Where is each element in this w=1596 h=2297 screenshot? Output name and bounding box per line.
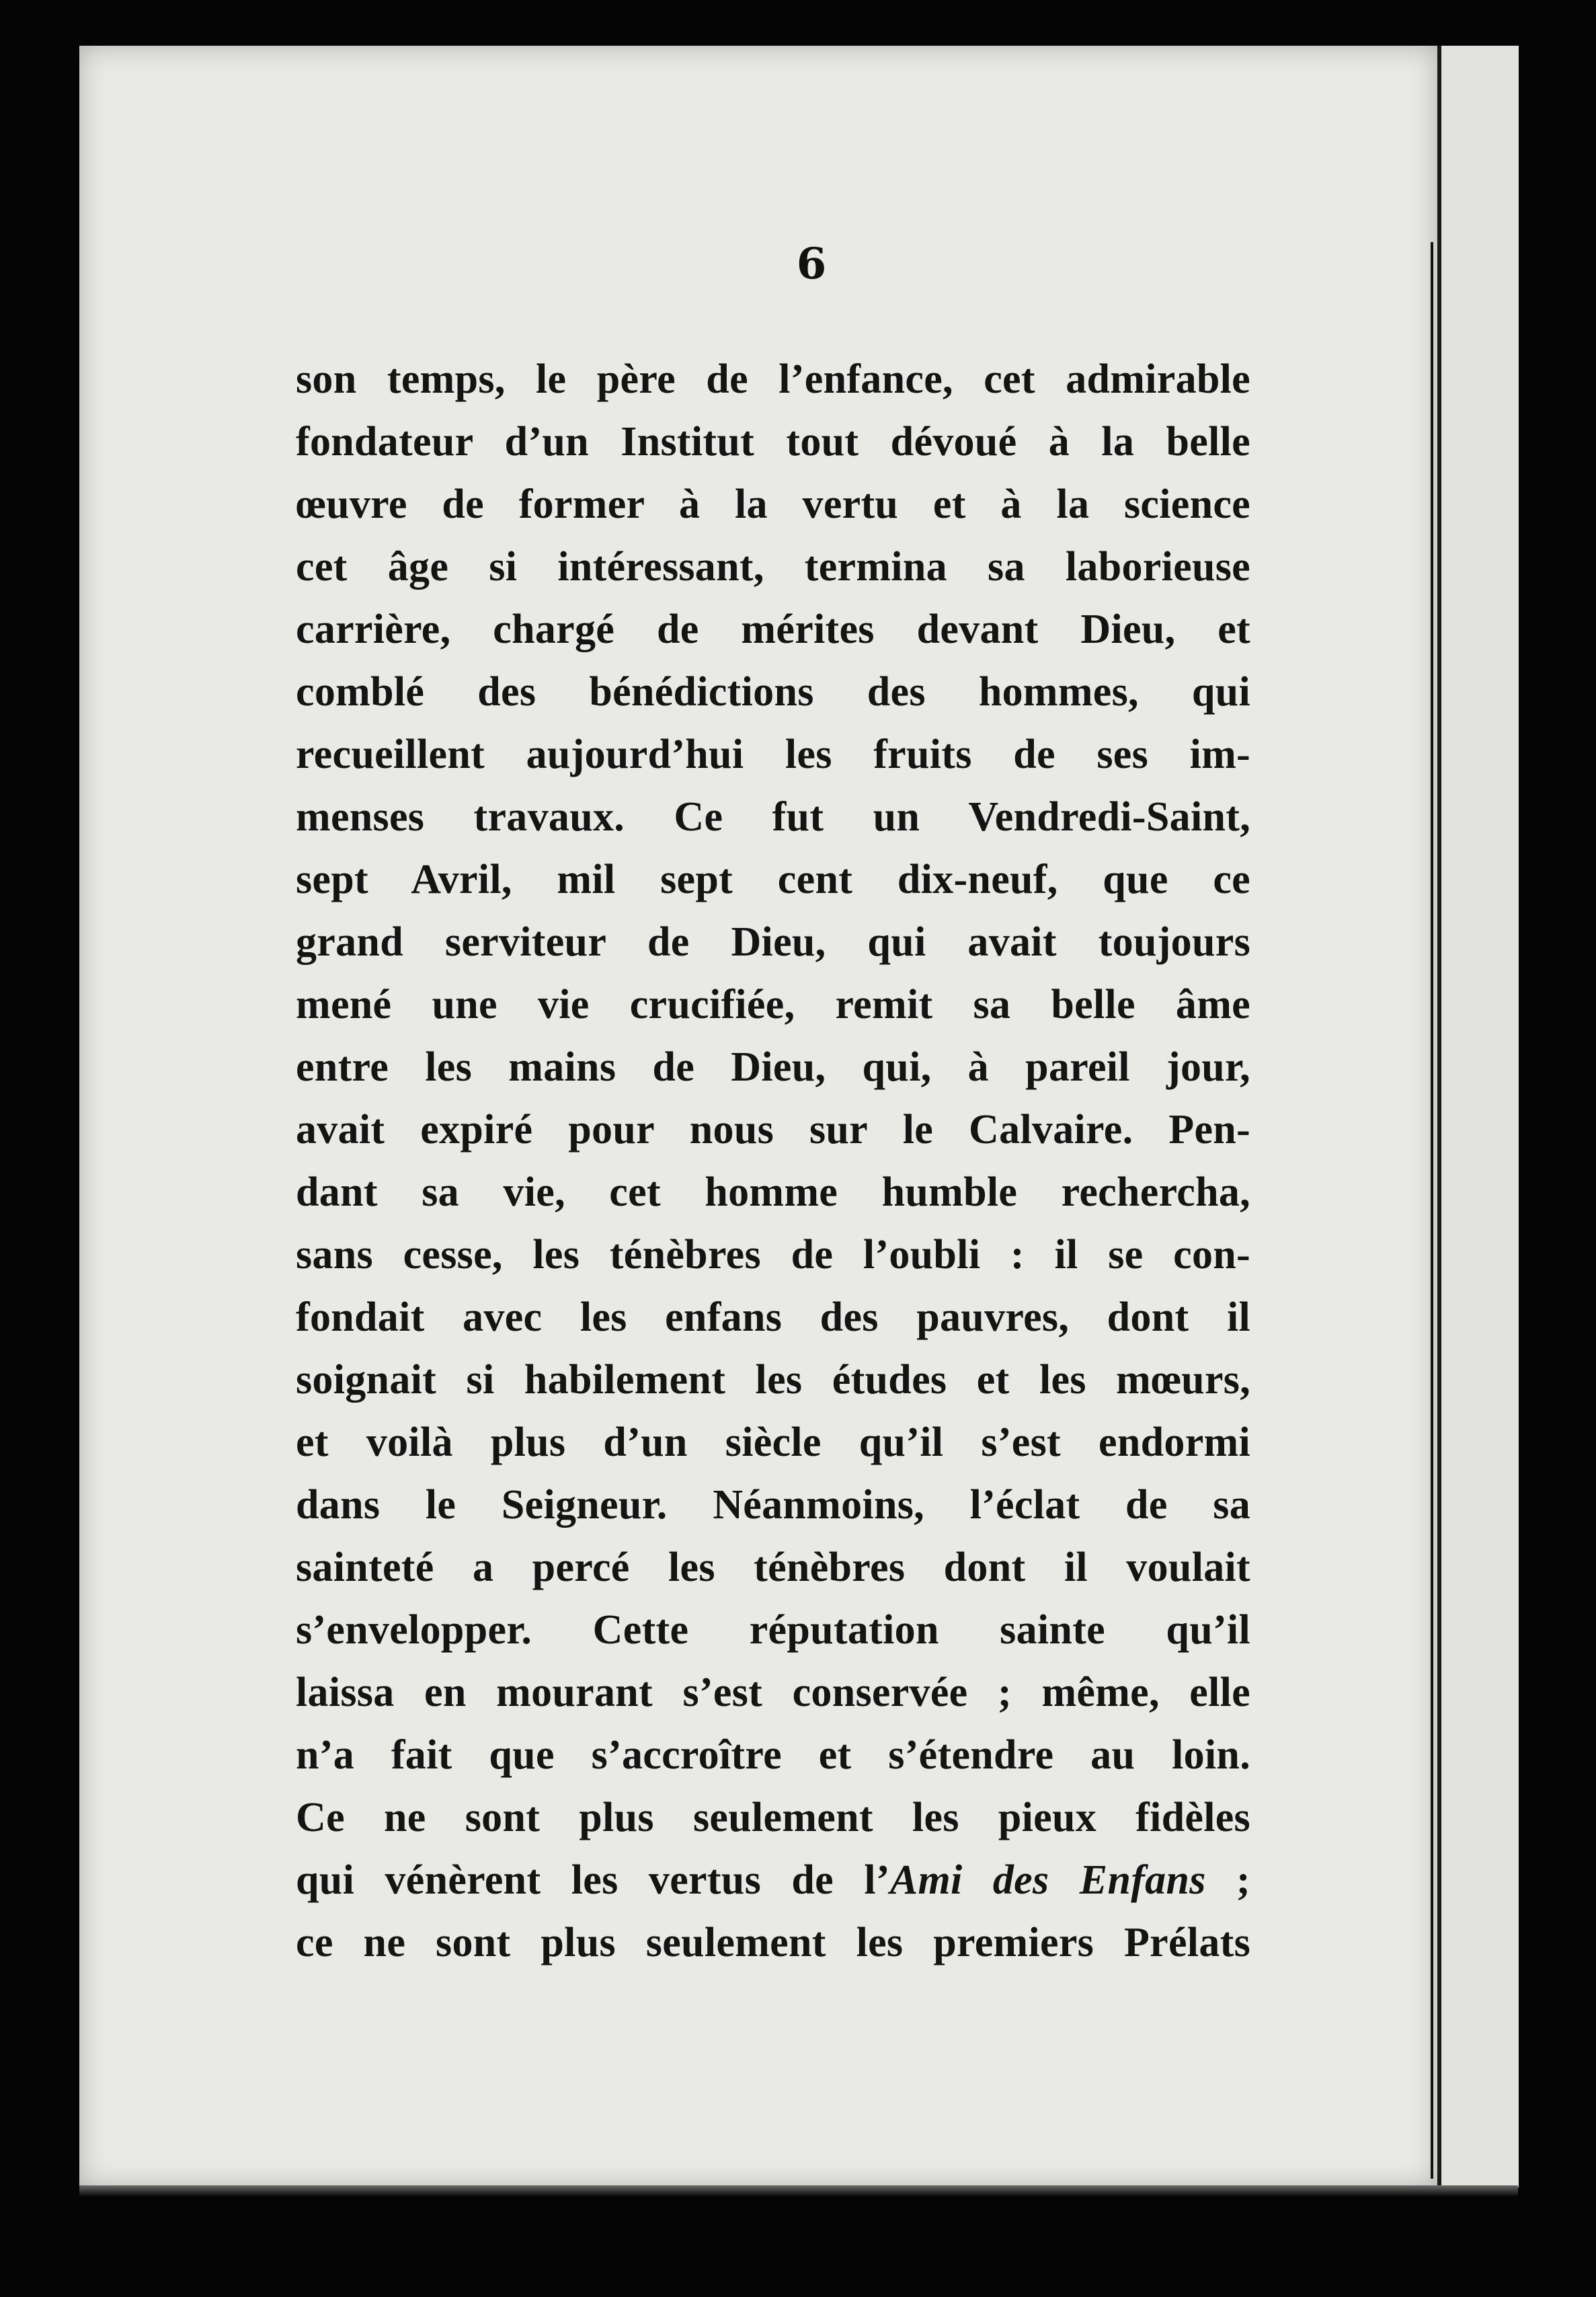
text-line: soignait si habilement les études et les mœurs, (296, 1357, 1250, 1403)
text-line: mené une vie crucifiée, remit sa belle âme (296, 982, 1250, 1027)
text-line: sans cesse, les ténèbres de l’oubli : il se con- (296, 1232, 1250, 1278)
body-text (296, 348, 1250, 1974)
text-segment: ; (1205, 1857, 1250, 1903)
text-line: Ce ne sont plus seulement les pieux fidèles (296, 1795, 1250, 1840)
text-line: comblé des bénédictions des hommes, qui (296, 669, 1250, 715)
text-line: n’a fait que s’accroître et s’étendre au loin. (296, 1732, 1250, 1778)
binding-shadow (1431, 242, 1433, 2179)
text-line: ce ne sont plus seulement les premiers Prélats (296, 1920, 1250, 1965)
text-segment: qui vénèrent les vertus de l’ (296, 1857, 890, 1903)
text-line: dant sa vie, cet homme humble rechercha, (296, 1169, 1250, 1215)
page-number: 6 (796, 239, 827, 289)
text-line: œuvre de former à la vertu et à la science (296, 481, 1250, 527)
adjacent-page-edge (1437, 46, 1519, 2187)
text-line (296, 1849, 1250, 1912)
text-line: dans le Seigneur. Néanmoins, l’éclat de sa (296, 1482, 1250, 1528)
text-line: sept Avril, mil sept cent dix-neuf, que ce (296, 857, 1250, 902)
text-line: carrière, chargé de mérites devant Dieu, et (296, 607, 1250, 652)
page-bottom-shadow (79, 2185, 1518, 2196)
text-line: recueillent aujourd’hui les fruits de ses im- (296, 732, 1250, 777)
text-line: entre les mains de Dieu, qui, à pareil jour, (296, 1044, 1250, 1090)
text-line: et voilà plus d’un siècle qu’il s’est endormi (296, 1419, 1250, 1465)
text-line: s’envelopper. Cette réputation sainte qu’il (296, 1607, 1250, 1653)
text-line: fondateur d’un Institut tout dévoué à la belle (296, 419, 1250, 465)
text-line: sainteté a percé les ténèbres dont il voulait (296, 1545, 1250, 1590)
text-line: laissa en mourant s’est conservée ; même, elle (296, 1670, 1250, 1715)
text-line: avait expiré pour nous sur le Calvaire. Pen- (296, 1107, 1250, 1153)
italic-title: Ami des Enfans (889, 1857, 1206, 1903)
text-line: cet âge si intéressant, termina sa laborieuse (296, 544, 1250, 590)
text-line: grand serviteur de Dieu, qui avait toujours (296, 919, 1250, 965)
text-line: son temps, le père de l’enfance, cet admirable (296, 356, 1250, 402)
text-line: menses travaux. Ce fut un Vendredi-Saint, (296, 794, 1250, 840)
text-line: fondait avec les enfans des pauvres, dont il (296, 1294, 1250, 1340)
